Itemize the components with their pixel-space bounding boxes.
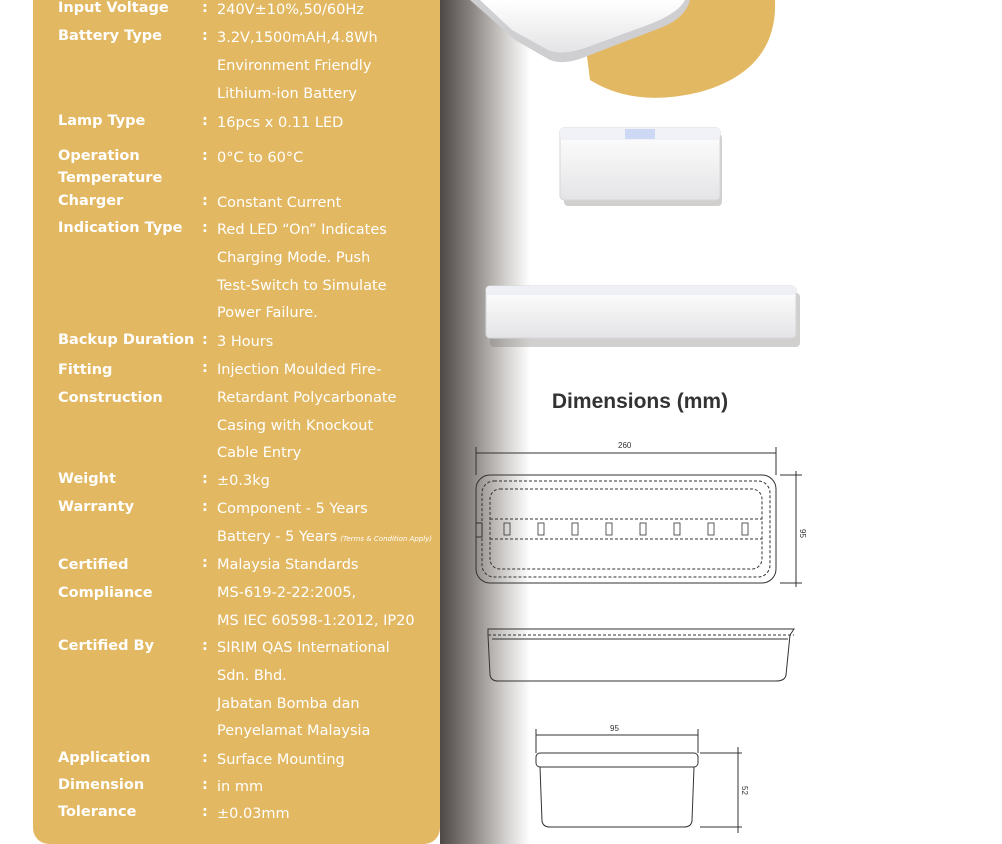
spec-row-certified-by (58, 635, 438, 747)
product-photo-front (560, 128, 722, 206)
spec-value-line: Injection Moulded Fire- (217, 362, 382, 378)
spec-value-line: Jabatan Bomba dan (217, 695, 360, 712)
spec-colon: : (202, 220, 208, 236)
spec-row-tolerance (58, 801, 438, 829)
spec-row-indication-type (58, 217, 438, 329)
spec-row-battery-type (58, 25, 438, 109)
spec-row-weight (58, 468, 438, 496)
spec-label: Indication Type (58, 220, 183, 236)
spec-value-line: 3.2V,1500mAH,4.8Wh (217, 30, 378, 46)
spec-value (217, 747, 442, 775)
spec-colon: : (202, 638, 208, 654)
spec-value-line: 0°C to 60°C (217, 150, 304, 166)
dimension-drawings (470, 435, 810, 835)
spec-colon: : (202, 499, 208, 515)
spec-value (217, 635, 442, 746)
spec-label: Application (58, 750, 151, 766)
spec-value (217, 145, 442, 173)
spec-label: Lamp Type (58, 113, 146, 129)
dim-depth-label: 95 (610, 724, 619, 733)
spec-value-line (217, 524, 442, 554)
dimensions-title: Dimensions (mm) (551, 390, 729, 413)
spec-value (217, 801, 442, 829)
spec-value (217, 0, 442, 25)
spec-label: Backup Duration (58, 332, 195, 348)
dim-width-label: 260 (618, 441, 632, 450)
spec-value-line: ±0.03mm (217, 806, 290, 822)
drawing-end-view (536, 729, 742, 833)
dim-depth-side-label: 95 (798, 529, 807, 538)
terms-note: (Terms & Condition Apply) (340, 534, 433, 543)
spec-row-fitting-construction (58, 357, 438, 469)
spec-label: Input Voltage (58, 0, 169, 16)
spec-value-line: Constant Current (217, 195, 342, 211)
drawing-side-view (488, 629, 794, 681)
spec-label: Operation Temperature (58, 148, 163, 186)
drawing-top-view (476, 447, 802, 587)
spec-colon: : (202, 332, 208, 348)
spec-value-line: SIRIM QAS International (217, 640, 390, 656)
spec-colon: : (202, 193, 208, 209)
spec-colon: : (202, 28, 208, 44)
spec-value (217, 774, 442, 802)
spec-value-line: Power Failure. (217, 305, 318, 322)
dim-height-label: 52 (740, 786, 749, 795)
spec-colon: : (202, 804, 208, 820)
spec-row-certified-compliance (58, 552, 438, 636)
spec-value-line: MS IEC 60598-1:2012, IP20 (217, 612, 415, 629)
spec-value (217, 190, 442, 218)
spec-value (217, 552, 442, 635)
spec-value-line: Sdn. Bhd. (217, 667, 287, 684)
spec-colon: : (202, 750, 208, 766)
spec-label: Weight (58, 471, 116, 487)
spec-colon: : (202, 360, 208, 376)
spec-value-line: in mm (217, 779, 264, 795)
spec-value-line: Retardant Polycarbonate (217, 389, 397, 406)
spec-value (217, 468, 442, 496)
spec-value (217, 110, 442, 138)
product-illustrations (440, 0, 840, 370)
spec-colon: : (202, 113, 208, 129)
spec-colon: : (202, 555, 208, 571)
spec-label: Certified Compliance (58, 557, 153, 601)
spec-value-line: Penyelamat Malaysia (217, 723, 371, 740)
spec-value-line: 240V±10%,50/60Hz (217, 2, 364, 18)
spec-value-line: Surface Mounting (217, 752, 345, 768)
spec-value (217, 357, 442, 468)
spec-row-operation-temperature (58, 145, 438, 191)
spec-value-line: Lithium-ion Battery (217, 85, 357, 102)
spec-value-line: ±0.3kg (217, 473, 270, 489)
spec-value-line: Red LED “On” Indicates (217, 222, 387, 238)
product-photo-angled (470, 0, 775, 98)
spec-value (217, 25, 442, 108)
spec-label: Tolerance (58, 804, 137, 820)
spec-label: Battery Type (58, 28, 163, 44)
spec-value-line: Component - 5 Years (217, 501, 368, 517)
spec-value-line: 16pcs x 0.11 LED (217, 115, 344, 131)
spec-label: Certified By (58, 638, 155, 654)
spec-value (217, 217, 442, 328)
spec-value-text: Battery - 5 Years (217, 528, 338, 545)
spec-value (217, 496, 442, 554)
spec-value-line: Casing with Knockout (217, 417, 374, 434)
spec-row-warranty (58, 496, 438, 552)
spec-value-line: Charging Mode. Push (217, 249, 371, 266)
spec-label: Dimension (58, 777, 145, 793)
spec-row-charger (58, 190, 438, 218)
spec-row-input-voltage (58, 0, 438, 25)
product-photo-side (486, 286, 800, 347)
spec-colon: : (202, 471, 208, 487)
spec-value-line: Test-Switch to Simulate (217, 277, 387, 294)
spec-colon: : (202, 148, 208, 164)
spec-value-line: MS-619-2-22:2005, (217, 584, 357, 601)
spec-value-line: Environment Friendly (217, 57, 372, 74)
spec-row-application (58, 747, 438, 775)
spec-value-line: Cable Entry (217, 445, 302, 462)
spec-row-dimension (58, 774, 438, 802)
spec-value (217, 329, 442, 357)
spec-value-line: 3 Hours (217, 334, 274, 350)
spec-row-backup-duration (58, 329, 438, 357)
spec-value-line: Malaysia Standards (217, 557, 359, 573)
spec-label: Fitting Construction (58, 362, 163, 406)
spec-colon: : (202, 0, 208, 16)
spec-label: Charger (58, 193, 124, 209)
spec-label: Warranty (58, 499, 135, 515)
spec-colon: : (202, 777, 208, 793)
spec-row-lamp-type (58, 110, 438, 138)
